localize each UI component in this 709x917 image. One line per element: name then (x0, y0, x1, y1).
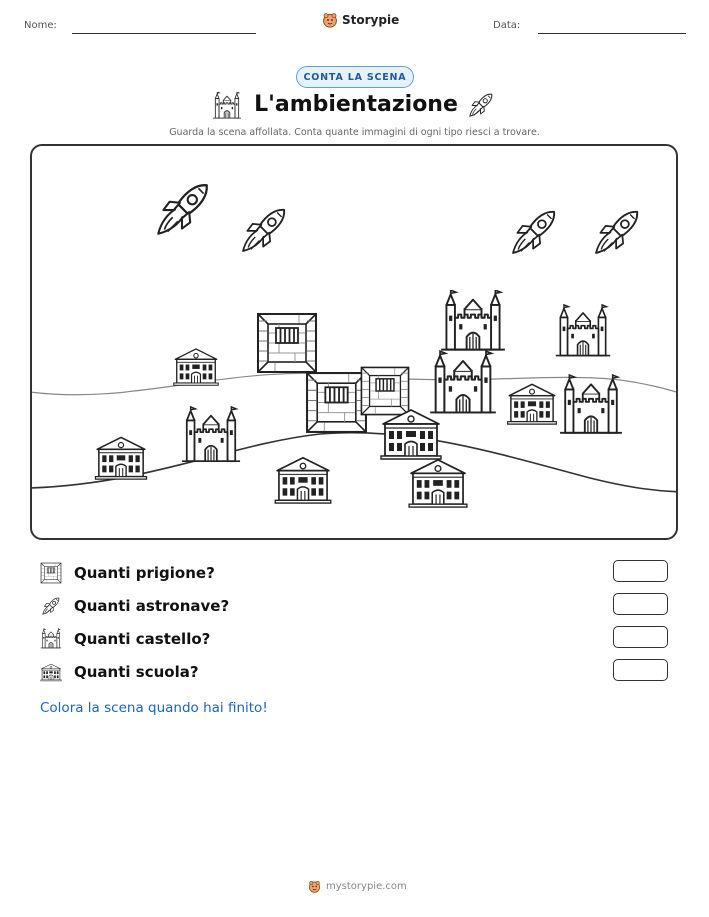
castle-icon (40, 628, 62, 650)
castle-icon (430, 351, 496, 412)
rocket-icon (40, 595, 62, 617)
rocket-icon (596, 212, 637, 253)
answer-box-rocket[interactable] (613, 593, 668, 615)
school-icon (95, 437, 146, 479)
question-rocket (40, 594, 229, 618)
prison-icon (258, 314, 316, 372)
scene-frame (30, 144, 678, 540)
rocket-icon (158, 185, 207, 234)
castle-icon (560, 375, 622, 433)
scene-illustration (30, 144, 678, 540)
school-icon (40, 661, 62, 683)
castle-icon (182, 407, 240, 461)
answer-box-prison[interactable] (613, 560, 668, 582)
brand-header (322, 12, 399, 28)
storypie-logo-icon (308, 880, 321, 893)
school-icon (409, 460, 467, 507)
footer-brand (308, 880, 407, 893)
answer-box-castle[interactable] (613, 626, 668, 648)
question-school (40, 660, 199, 684)
rocket-icon (243, 210, 284, 251)
footer-url: mystorypie.com (326, 881, 407, 892)
name-label: Nome: (24, 20, 57, 31)
name-line[interactable] (72, 33, 256, 34)
school-icon (381, 410, 441, 459)
question-text: Quanti astronave? (74, 597, 230, 615)
prison-icon (40, 562, 62, 584)
prison-icon (361, 367, 408, 414)
section-badge: CONTA LA SCENA (296, 66, 414, 88)
school-icon (275, 458, 331, 503)
question-castle (40, 627, 210, 651)
instruction-note: Colora la scena quando hai finito! (40, 700, 268, 716)
castle-icon (212, 92, 242, 120)
rocket-icon (466, 90, 496, 120)
question-text: Quanti castello? (74, 630, 211, 648)
storypie-logo-icon (322, 12, 338, 28)
castle-icon (441, 290, 505, 350)
question-text: Quanti prigione? (74, 564, 215, 582)
date-label: Data: (493, 20, 521, 31)
rocket-icon (513, 212, 554, 253)
page-title: L'ambientazione (254, 92, 458, 117)
prison-icon (307, 373, 366, 432)
answer-box-school[interactable] (613, 659, 668, 681)
question-text: Quanti scuola? (74, 663, 199, 681)
school-icon (508, 384, 557, 424)
castle-icon (556, 305, 610, 356)
date-line[interactable] (538, 33, 686, 34)
school-icon (174, 349, 218, 385)
question-prison (40, 561, 215, 585)
page-subtitle: Guarda la scena affollata. Conta quante immagini di ogni tipo riesci a trovare. (169, 127, 540, 138)
brand-name: Storypie (342, 13, 400, 27)
